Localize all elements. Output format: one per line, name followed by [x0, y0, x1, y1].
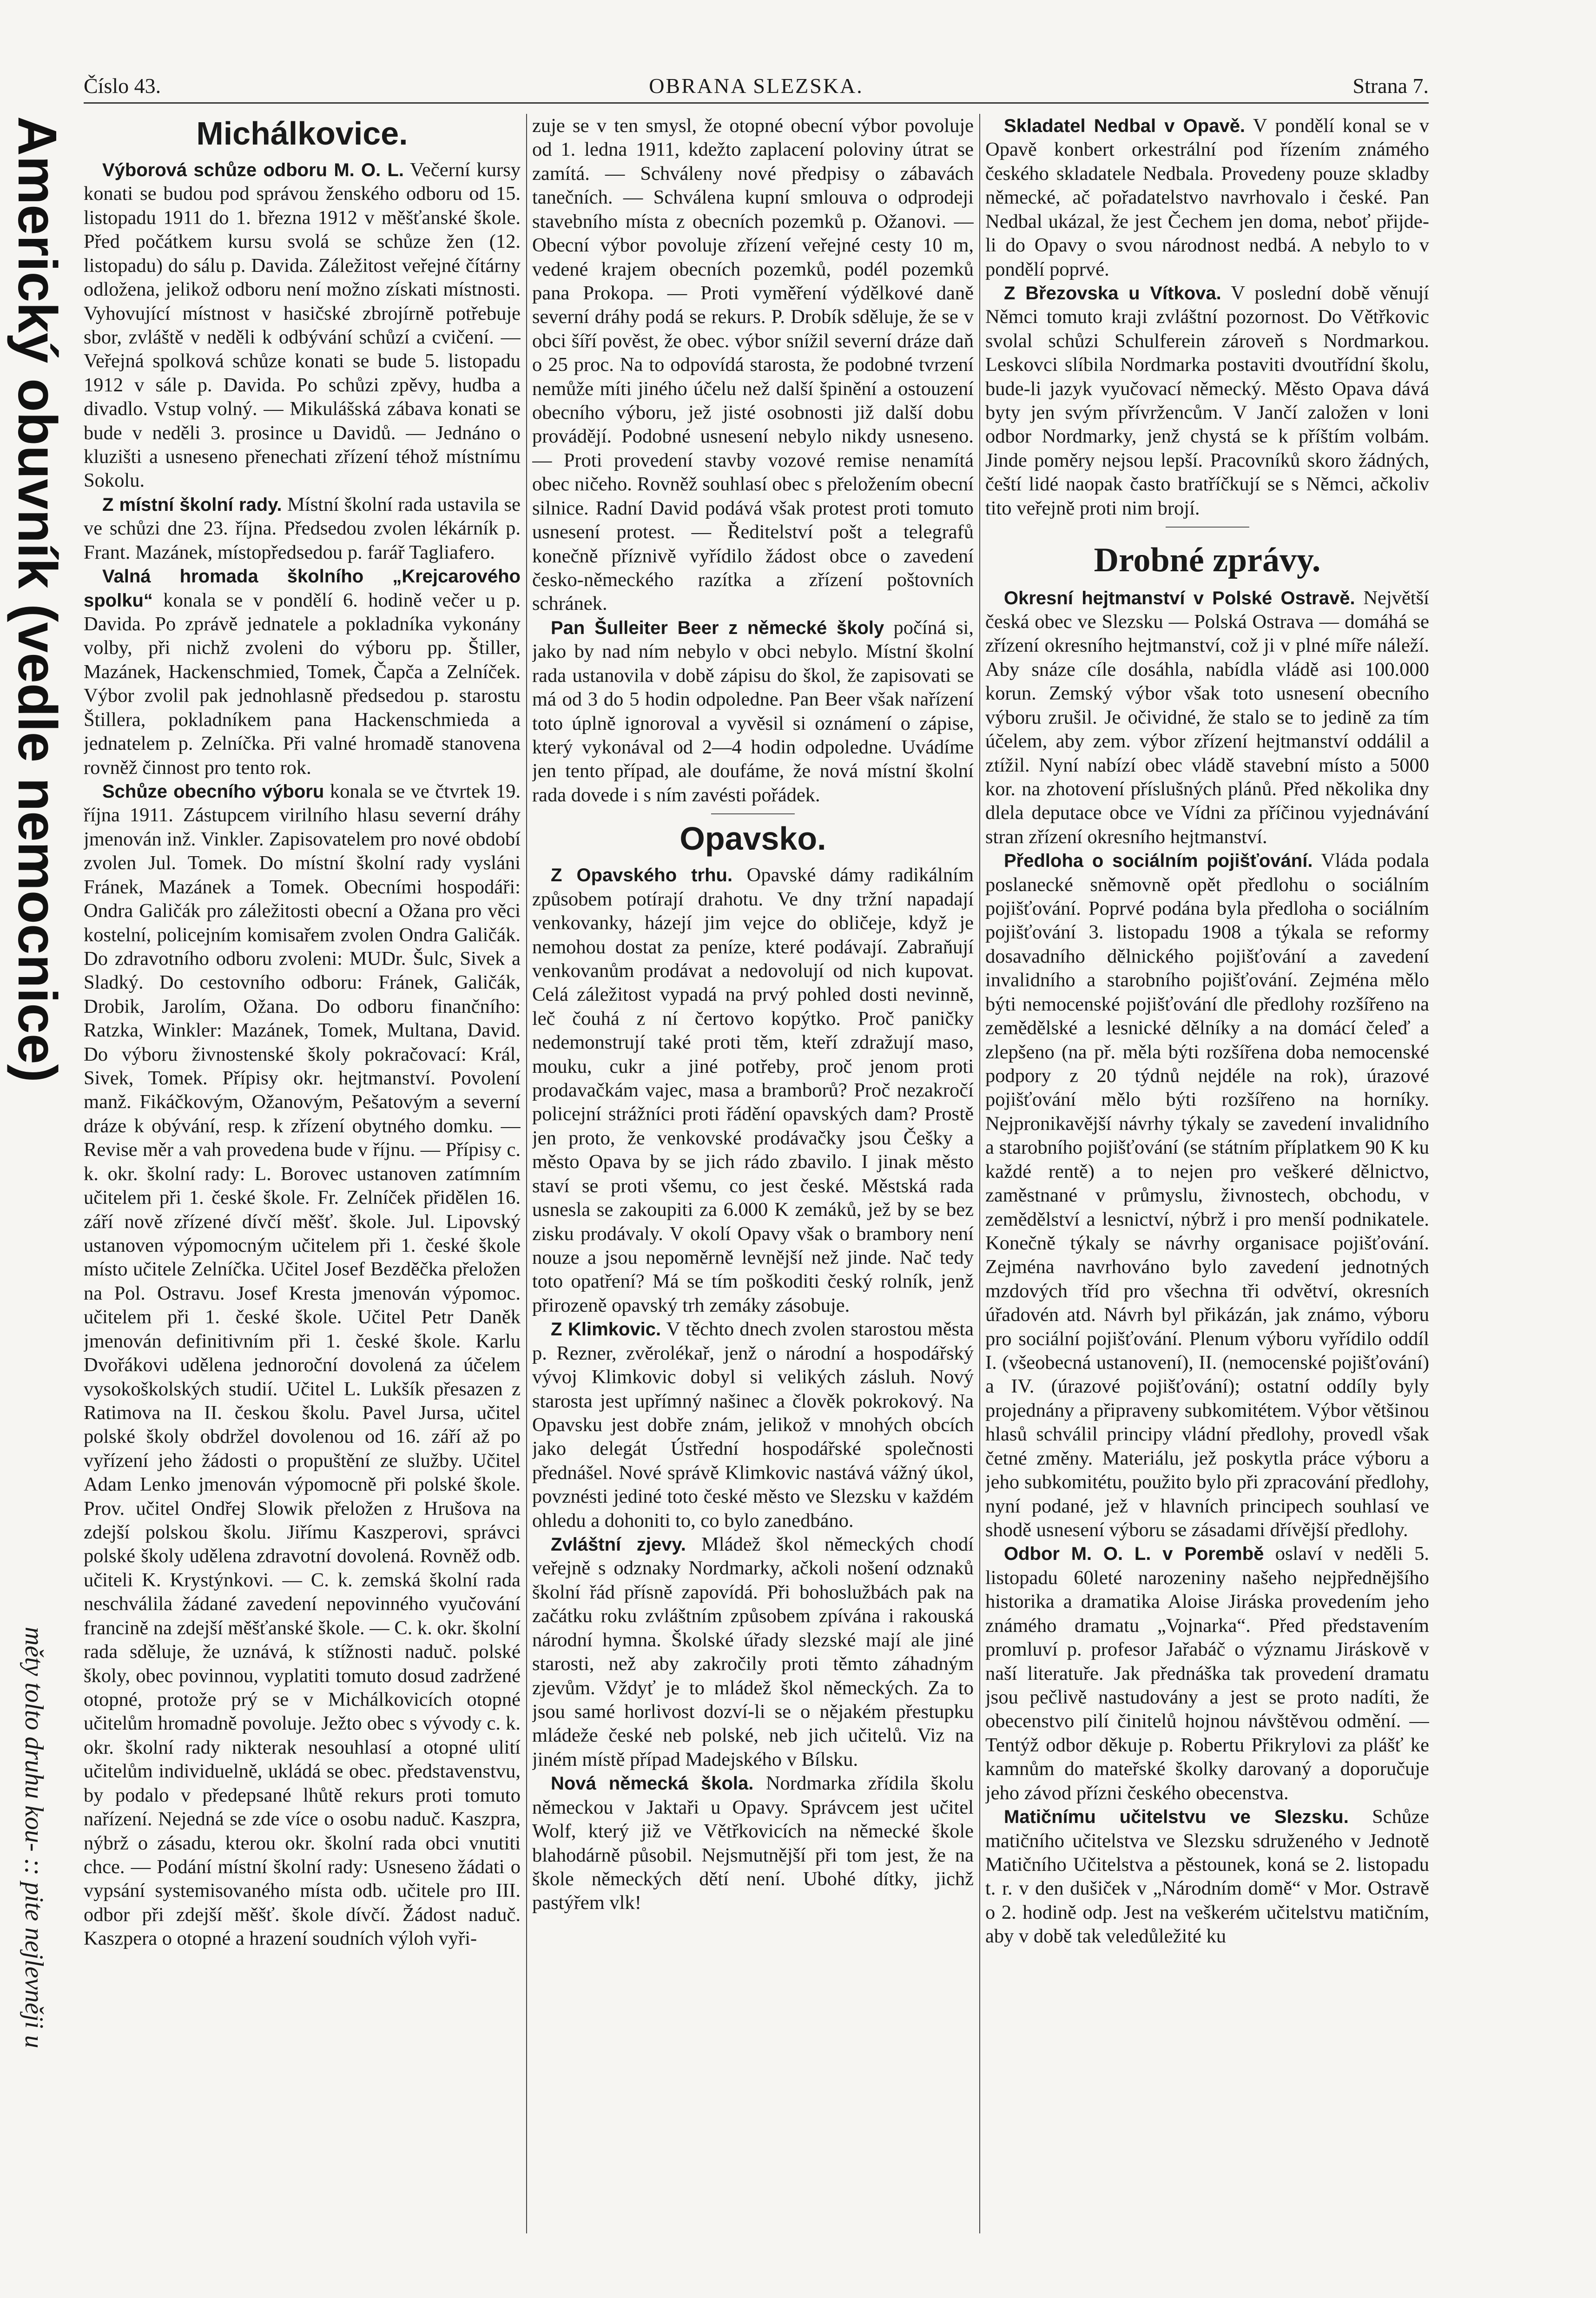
article-paragraph — [985, 849, 1429, 1542]
article-paragraph — [532, 114, 974, 616]
article-text: konala se v pondělí 6. hodině večer u p. Davida. Po zprávě jednatele a pokladníka vykonány volby, při nichž zvoleni do výboru pp. Štiller, Mazánek, Hackenschmied, Tomek, Čapča a Zelníček. Výbor zvolil pak jednohlasně předsedou p. starostu Štillera, pokladníkem pana Hackenschmieda a jednatelem p. Zelníčka. Při valné hromadě stanovena rovněž činnost pro tento rok. — [84, 589, 521, 779]
article-paragraph — [985, 1805, 1429, 1948]
article-lead: Skladatel Nedbal v Opavě. — [1004, 116, 1246, 136]
article-lead: Zvláštní zjevy. — [551, 1534, 686, 1555]
article-lead: Nová německá škola. — [551, 1773, 754, 1794]
article-text: Největší česká obec ve Slezsku — Polská Ostrava — domáhá se zřízení okresního hejtmanství, což ji v plné míře náleží. Aby snáze cíle dosáhla, nabídla vládě asi 100.000 korun. Zemský výbor však toto usnesení obecního výboru zrušil. Je očividné, že stalo se to jedině za tím účelem, aby zem. výbor zřízení hejtmanství oddálil a ztížil. Nyní nabízí obec vládě stavební místo a 5000 kor. na zhotovení příslušných plánů. Před několika dny dlela deputace obce ve Vídni za příčinou vyjednávání stran zřízení okresního hejtmanství. — [985, 587, 1429, 848]
article-lead: Z místní školní rady. — [102, 494, 282, 515]
article-paragraph — [985, 114, 1429, 281]
article-paragraph — [532, 1317, 974, 1532]
article-lead: Předloha o sociálním pojišťování. — [1004, 851, 1313, 872]
section-divider — [1166, 527, 1249, 528]
article-text: Mládež škol německých chodí veřejně s odznaky Nordmarky, ačkoli nošení odznaků školní řád přísně zapovídá. Při bohoslužbách pak na začátku roku zvláštním způsobem zpívána i rakouská národní hymna. Školské úřady slezské mají ale jiné starosti, než aby zakročily proti těmto záhadným zjevům. Vždyť je to mládež škol německých. Za to jsou samé horlivost dozví-li se o nějakém přestupku mládeže české neb polské, neb jich učitelů. Viz na jiném místě případ Madejského v Bílsku. — [532, 1533, 974, 1770]
article-text: Nordmarka zřídila školu německou v Jaktaři u Opavy. Správcem jest učitel Wolf, který již ve Větřkovicích na německé škole blahodárně působil. Nejsmutnější při tom jest, že na škole německých dětí není. Ubohé dítky, jichž pastýřem vlk! — [532, 1772, 974, 1914]
article-text: Schůze matičního učitelstva ve Slezsku sdruženého v Jednotě Matičního Učitelstva a pěstounek, koná se 2. listopadu t. r. v den dušiček v „Národním domě“ v Mor. Ostravě o 2. hodině odp. Jest na veškerém učitelstvu matičním, aby v době tak veledůležité ku — [985, 1806, 1429, 1948]
article-text: V pondělí konal se v Opavě konbert orkestrální pod řízením známého českého skladatele Nedbala. Provedeny pouze skladby německé, ač pořadatelstvo navrhovalo i české. Pan Nedbal ukázal, že jest Čechem jen doma, neboť přijde-li do Opavy o svou národnost nedbá. A nebylo to v pondělí poprvé. — [985, 115, 1429, 280]
article-lead: Odbor M. O. L. v Porembě — [1004, 1544, 1264, 1565]
section-heading: Drobné zprávy. — [1094, 541, 1321, 580]
article-paragraph — [84, 564, 521, 779]
column-left — [84, 114, 521, 2233]
page-header — [84, 70, 1429, 104]
column-right — [985, 114, 1429, 2233]
article-paragraph — [985, 1542, 1429, 1805]
article-paragraph — [532, 863, 974, 1317]
column-rule — [979, 114, 980, 2233]
section-divider — [711, 813, 795, 814]
article-lead: Z Březovska u Vítkova. — [1004, 283, 1221, 304]
article-text: Večerní kursy konati se budou pod správou ženského odboru od 15. listopadu 1911 do 1. března 1912 v měšťanské škole. Před počátkem kursu svolá se schůze žen (12. listopadu) do sálu p. Davida. Záležitost veřejné čítárny odložena, jelikož odboru není možno získati místnosti. Vyhovující místnost v hasičské zbrojírně potřebuje sbor, zvláště v neděli k odbývání schůzí a cvičení. — Veřejná spolková schůze konati se bude 5. listopadu 1912 v sále p. Davida. Po schůzi zpěvy, hudba a divadlo. Vstup volný. — Mikulášská zábava konati se bude v neděli 3. prosince u Davidů. — Jednáno o kluzišti a usneseno přenechati zřízení téhož místnímu Sokolu. — [84, 159, 521, 492]
article-paragraph — [84, 493, 521, 564]
article-text: Vláda podala poslanecké sněmovně opět předlohu o sociálním pojišťování. Poprvé podána byla předloha o sociálním pojišťování 3. listopadu 1908 a týkala se reformy dosavadního dělnického pojišťování a zavedení invalidního a starobního pojišťování. Zejména mělo býti nemocenské pojišťování dle předlohy rozšířeno na zemědělské a lesnické dělníky a na domácí čeleď a zlepšeno (na př. měla býti rozšířena doba nemocenské podpory z 20 týdnů nejdéle na rok), úrazové pojišťování mělo býti rozšířeno na horníky. Nejpronikavější návrhy týkaly se zavedení invalidního a starobního pojišťování (se státním příplatkem 90 K ku každé rentě) a to nejen pro veškeré dělnictvo, zaměstnané v průmyslu, živnostech, obchodu, v zemědělství a lesnictví, nýbrž i pro menší podnikatele. Konečně týkaly se návrhy organisace pojišťování. Zejména navrhováno bylo zavedení jednotných mzdových tříd pro všechna tři odvětví, okresních úřadovén atd. Návrh byl přikázán, jak známo, výboru pro sociální pojišťování. Plenum výboru vyřídilo oddíl I. (všeobecná ustanovení), II. (nemocenské pojišťování) a IV. (úrazové pojišťování); ostatní oddíly byly projednány a připraveny subkomitétem. Výbor většinou hlasů schválil principy vládní předlohy, provedl však četné změny. Materiálu, jež poskytla práce výboru a jeho subkomitétu, použito bylo při zpracování předlohy, nyní podané, jež v hlavních principech souhlasí ve shodě usnesení výboru se zásadami dřívější předlohy. — [985, 850, 1429, 1541]
article-lead: Okresní hejtmanství v Polské Ostravě. — [1004, 588, 1355, 608]
section-heading: Michálkovice. — [196, 115, 408, 152]
article-lead: Matičnímu učitelstvu ve Slezsku. — [1004, 1807, 1349, 1828]
side-advertisement-banner — [5, 116, 79, 2236]
article-paragraph — [985, 586, 1429, 849]
article-lead: Výborová schůze odboru M. O. L. — [102, 160, 404, 180]
article-paragraph — [532, 1532, 974, 1771]
article-text: Opavské dámy radikálním způsobem potírají drahotu. Ve dny tržní napadají venkovanky, házejí jim vejce do obličeje, když je nemohou dostat za peníze, které podávají. Zabraňují venkovanům prodávat a nedovolují od nich kupovat. Celá záležitost vypadá na prvý pohled dosti nevinně, leč čouhá z ní čertovo kopýtko. Proč paničky nedemonstrují také proti těm, kteří zdražují maso, mouku, cukr a jiné potřeby, proč jenom proti prodavačkám vajec, masa a bramborů? Proč nezakročí policejní strážníci proti řádění opavských dam? Prostě jen proto, že venkovské prodávačky jsou Češky a město Opava by se jich rádo zbavilo. I jinak město staví se proti všemu, co jest české. Městská rada usnesla se zakoupiti za 6.000 K zemáků, jež by se bez zisku prodávaly. V okolí Opavy však o brambory není nouze a jsou nepoměrně levnější než jinde. Nač tedy toto opatření? Má se tím poškoditi český rolník, jenž přirozeně opavský trh zemáky zásobuje. — [532, 864, 974, 1316]
issue-number: Číslo 43. — [84, 74, 161, 98]
column-middle — [532, 114, 974, 2233]
article-paragraph — [985, 281, 1429, 520]
article-paragraph — [84, 779, 521, 1951]
article-lead: Pan Šulleiter Beer z německé školy — [551, 617, 884, 638]
section-heading: Opavsko. — [679, 820, 826, 857]
column-rule — [526, 114, 527, 2233]
article-paragraph — [532, 616, 974, 807]
article-paragraph — [84, 158, 521, 493]
article-lead: Z Klimkovic. — [551, 1319, 661, 1340]
article-text: zuje se v ten smysl, že otopné obecní výbor povoluje od 1. ledna 1911, kdežto zaplacení poloviny útrat se zamítá. — Schváleny nové předpisy o zábavách tanečních. — Schválena kupní smlouva o odprodeji stavebního místa z obecních pozemků p. Ožanovi. — Obecní výbor povoluje zřízení veřejné cesty 10 m, vedené krajem obecních pozemků, podél pozemků pana Prokopa. — Proti vyměření výdělkové daně severní dráhy podá se rekurs. P. Drobík sděluje, že se v obci šíří pověst, že obec. výbor snížil severní dráze daň o 25 proc. Na to odpovídá starosta, že podobné tvrzení nemůže míti jiného účelu než další špinění a ostouzení obecního výboru, jež jisté osobnosti již další dobu provádějí. Podobné usnesení nebylo nikdy usneseno. — Proti provedení stavby vozové remise nenamítá obec ničeho. Rovněž souhlasí obec s přeložením obecní silnice. Radní David podává však protest proti tomuto usnesení protest. — Ředitelství pošt a telegrafů konečně příznivě vyřídilo žádost obce o zavedení česko-německého razítka a zřízení poštovních schránek. — [532, 115, 974, 615]
side-banner-note: měty tolto druhu kou- :: pite nejlevněji u — [20, 1627, 48, 2048]
article-text: Místní školní rada ustavila se ve schůzi dne 23. října. Předsedou zvolen lékárník p. Frant. Mazánek, místopředsedou p. farář Tagliafero. — [84, 493, 521, 563]
article-text: oslaví v neděli 5. listopadu 60leté narozeniny našeho nejpřednějšího historika a dramatika Aloise Jiráska provedením jeho známého dramatu „Vojnarka“. Před představením promluví p. profesor Jařabáč o významu Jiráskově v naší literatuře. Jak přednáška tak provedení dramatu jsou pečlivě nastudovány a jest se proto nadíti, že obecenstvo pilí činitelů hojnou návštěvou odmění. — Tentýž odbor děkuje p. Robertu Přikrylovi za plášť ke kamnům do mateřské školky darovaný a doporučuje jeho závod přízni českého obecenstva. — [985, 1543, 1429, 1804]
page-number: Strana 7. — [1352, 74, 1429, 98]
article-lead: Z Opavského trhu. — [551, 865, 733, 886]
article-text: počíná si, jako by nad ním nebylo v obci nebylo. Místní školní rada ustanovila v době zápisu do škol, že zapisovati se má od 3 do 5 hodin odpoledne. Pan Beer však nařízení toto úplně ignoroval a vyvěsil si oznámení o zápise, který vykonával od 2—4 hodin odpoledne. Uvádíme jen tento případ, ale doufáme, že nová místní školní rada dovede i s ním zavésti pořádek. — [532, 616, 974, 806]
article-text: konala se ve čtvrtek 19. října 1911. Zástupcem virilního hlasu severní dráhy jmenován inž. Vinkler. Zapisovatelem pro nové období zvolen Jul. Tomek. Do místní školní rady vysláni Fránek, Mazánek a Tomek. Obecními hospodáři: Ondra Galičák pro záležitosti obecní a Ožana pro věci kostelní, policejním komisařem zvolen Ondra Galičák. Do zdravotního odboru zvoleni: MUDr. Šulc, Sivek a Sladký. Do cestovního odboru: Fránek, Galičák, Drobik, Jarolím, Ožana. Do odboru finančního: Ratzka, Winkler: Mazánek, Tomek, Multana, David. Do výboru živnostenské školy pokračovací: Král, Sivek, Tomek. Přípisy okr. hejtmanství. Povolení manž. Fikáčkovým, Ožanovým, Pešatovým a severní dráze k obývání, resp. k zřízení obytného domku. — Revise měr a vah provedena bude v říjnu. — Přípisy c. k. okr. školní rady: L. Borovec ustanoven zatímním učitelem při 1. české škole. Fr. Zelníček přidělen 16. září nově zřízené dívčí měšť. škole. Jul. Lipovský ustanoven výpomocným učitelem při 1. české škole místo učitele Zelníčka. Učitel Josef Bezděčka přeložen na Pol. Ostravu. Josef Kresta jmenován výpomoc. učitelem při 1. české škole. Učitel Petr Daněk jmenován definitivním při 1. české škole. Karlu Dvořákovi udělena jednoroční dovolená za účelem vysokoškolských studií. Učitel L. Lukšík přesazen z Ratimova na II. českou školu. Pavel Jursa, učitel polské školy obdržel dovolenou od 16. září až po vyřízení jeho žádosti o propuštění ze služby. Učitel Adam Lenko jmenován výpomocně při polské škole. Prov. učitel Ondřej Slowik přeložen z Hrušova na zdejší polskou školu. Jiřímu Kaszperovi, správci polské školy udělena zdravotní dovolená. Rovněž odb. učiteli K. Krystýnkovi. — C. k. zemská školní rada neschválila žádané zavedení nepovinného vyučování francině na zdejší měšťanské škole. — C. k. okr. školní rada sděluje, že uznává, k stížnosti naduč. polské školy, obec povinnou, vyplatiti tomuto dosud zadržené otopné, protože prý se v Michálkovicích otopné učitelům hromadně povoluje. Ježto obec s vývody c. k. okr. školní rady nikterak nesouhlasí a otopné ulití učitelům individuelně, ukládá se obec. představenstvu, by podalo v předepsané lhůtě rekurs proti tomuto nařízení. Nejedná se zde více o osobu naduč. Kaszpra, nýbrž o zásadu, kterou okr. školní rada obci vnutiti chce. — Podání místní školní rady: Usneseno žádati o vypsání systemisovaného místa odb. učitele pro III. odbor při zdejší měšť. škole dívčí. Žádost naduč. Kaszpera o otopné a hrazení soudních výloh vyři- — [84, 780, 521, 1950]
article-lead: Schůze obecního výboru — [102, 781, 324, 802]
article-lead: Valná hromada školního „Krejcarového spolku“ — [84, 566, 521, 611]
newspaper-title: OBRANA SLEZSKA. — [649, 74, 864, 98]
side-banner-headline: Americký obuvník (vedle nemocnice) — [7, 116, 68, 1083]
article-text: V těchto dnech zvolen starostou města p. Rezner, zvěrolékař, jenž o národní a hospodářský vývoj Klimkovic dobyl si velikých zásluh. Nový starosta jest upřímný našinec a člověk pokrokový. Na Opavsku jest dobře znám, jelikož v mnohých obcích jako delegát Ústřední hospodářské společnosti přednášel. Nové správě Klimkovic nastává vážný úkol, povznésti jediné toto české město ve Slezsku v každém ohledu a dohoniti to, co bylo zanedbáno. — [532, 1318, 974, 1532]
article-text: V poslední době věnují Němci tomuto kraji zvláštní pozornost. Do Větřkovic svolal schůzi Schulferein zároveň s Nordmarkou. Leskovci slíbila Nordmarka postaviti dvoutřídní školu, bude-li jazyk vyučovací německý. Město Opava dává byty jen svým přívržencům. V Jančí založen v loni odbor Nordmarky, jenž chystá se k příštím volbám. Jinde poměry nejsou lepší. Pracovníků skoro žádných, čeští lidé naopak často bratříčkují se s Němci, ačkoliv tito veřejně proti nim brojí. — [985, 282, 1429, 519]
article-paragraph — [532, 1771, 974, 1915]
